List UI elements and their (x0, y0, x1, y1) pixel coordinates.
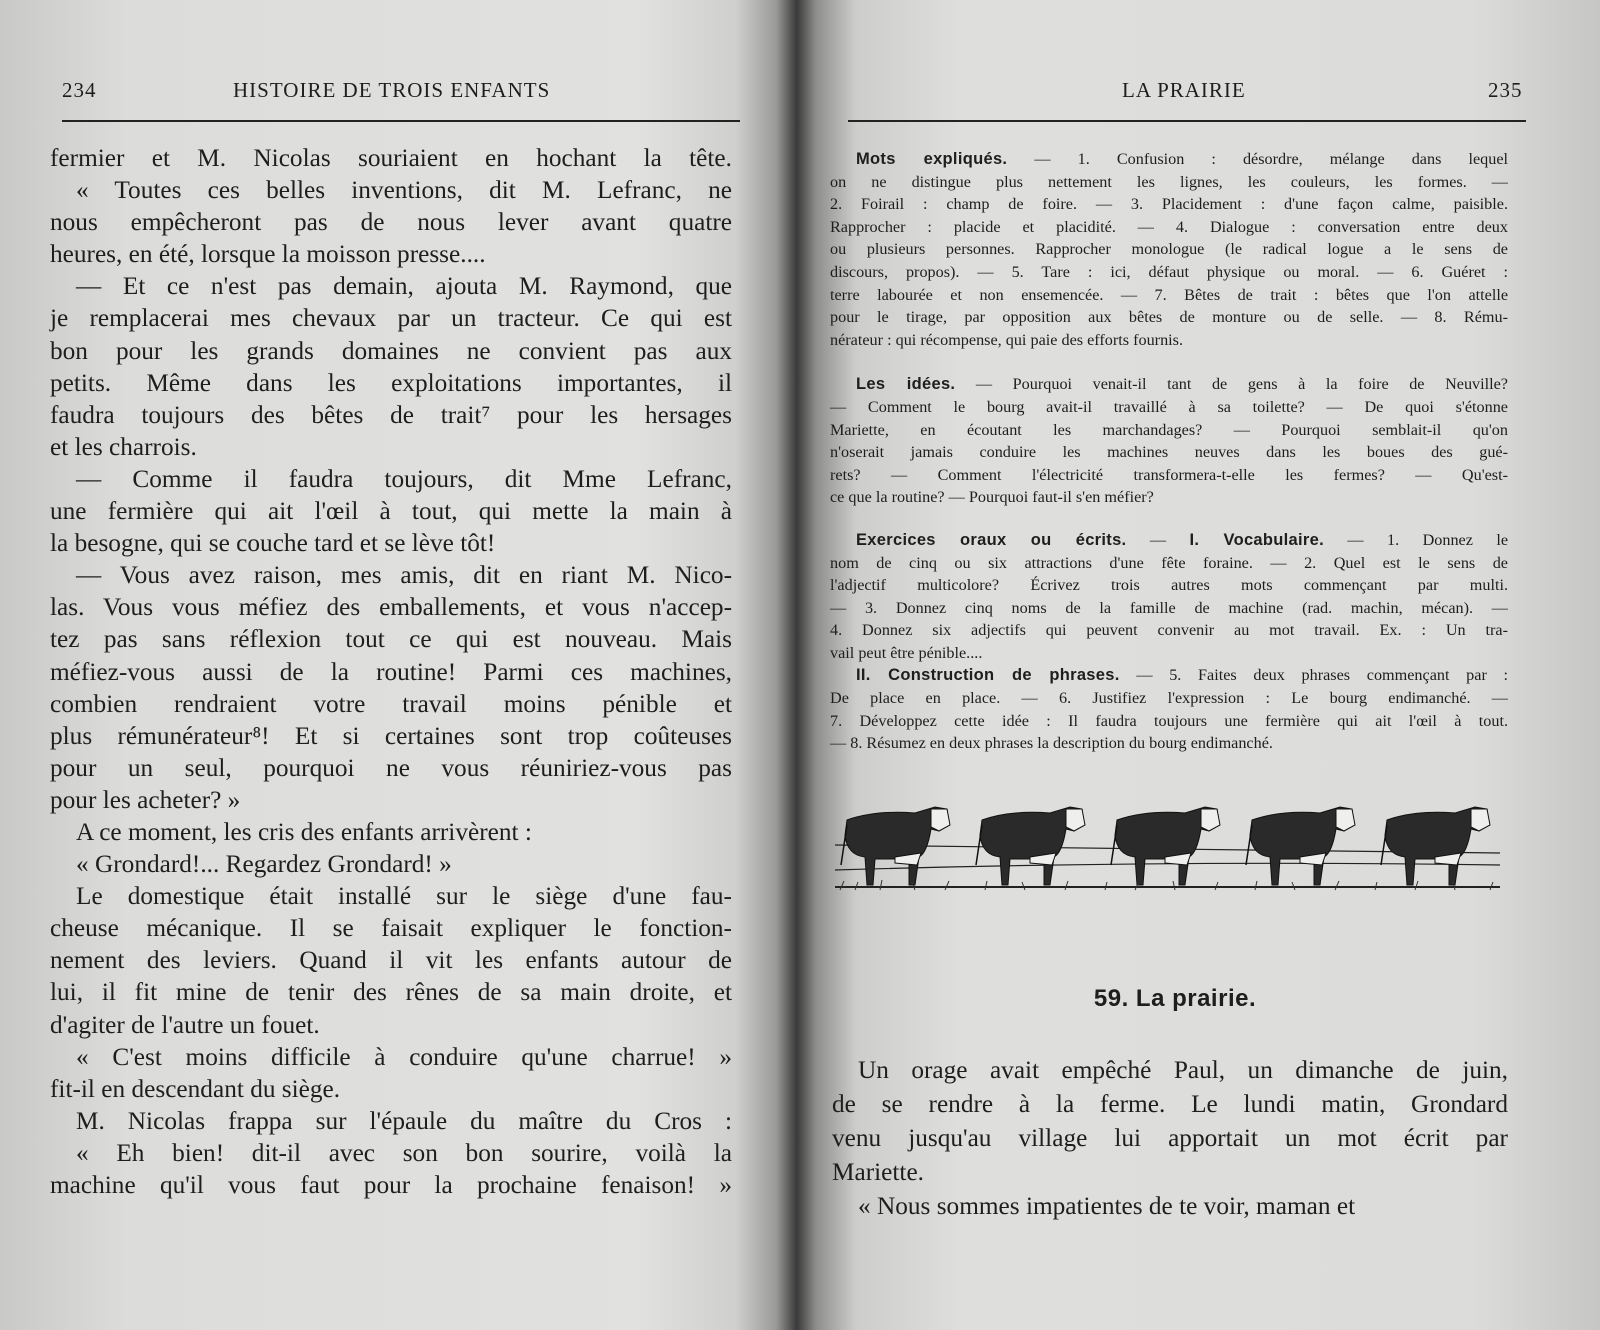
text-line: faudra toujours des bêtes de trait⁷ pour les hersages (50, 400, 732, 429)
header-rule (848, 120, 1526, 122)
text-line: cheuse mécanique. Il se faisait expliquer le fonction- (50, 914, 732, 943)
left-text-block (50, 142, 732, 1201)
idees-first-line (830, 373, 1508, 396)
text-line: — Vous avez raison, mes amis, dit en riant M. Nico- (76, 561, 732, 590)
text-line: je remplacerai mes chevaux par un tracteur. Ce qui est (50, 304, 732, 333)
text-line: fit-il en descendant du siège. (50, 1074, 341, 1103)
running-title: LA PRAIRIE (1122, 78, 1246, 102)
text-line: las. Vous vous méfiez des emballements, et vous n'accep- (50, 593, 732, 622)
text-line: Mariette. (832, 1158, 925, 1186)
text-line: l'adjectif multicolore? Écrivez trois autres mots commençant par multi. (830, 576, 1508, 595)
text-line: — Et ce n'est pas demain, ajouta M. Raymond, que (76, 272, 732, 301)
text-line: pour le tirage, par opposition aux bêtes de monture ou de selle. — 8. Rému- (830, 308, 1508, 327)
text-line: méfiez-vous aussi de la routine! Parmi ces machines, (50, 657, 732, 686)
text-line: on ne distingue plus nettement les lignes, les couleurs, les formes. — (830, 172, 1508, 191)
text-line: la besogne, qui se couche tard et se lève tôt! (50, 529, 496, 558)
cow-icon (976, 807, 1085, 885)
text-line: vail peut être pénible.... (830, 643, 983, 662)
text-line: A ce moment, les cris des enfants arrivèrent : (76, 817, 532, 846)
text-line: Le domestique était installé sur le siège d'une fau- (76, 882, 732, 911)
text-line: pour un seul, pourquoi ne vous réuniriez-vous pas (50, 753, 732, 782)
construction-first-line (830, 664, 1508, 687)
text-line: et les charrois. (50, 432, 197, 461)
text-line: heures, en été, lorsque la moisson presse.... (50, 240, 486, 269)
right-page (810, 0, 1600, 1330)
page-number: 235 (1488, 78, 1523, 102)
text-line: « Nous sommes impatientes de te voir, maman et (858, 1192, 1356, 1220)
chapter-text-block (832, 1053, 1508, 1223)
text-line: ce que la routine? — Pourquoi faut-il s'en méfier? (830, 488, 1154, 507)
text-line: « Eh bien! dit-il avec son bon sourire, voilà la (76, 1138, 732, 1167)
text-line: nom de cinq ou six attractions d'une fête foraine. — 2. Quel est le sens de (830, 553, 1508, 572)
idees-lines (830, 396, 1508, 509)
text-line: fermier et M. Nicolas souriaient en hochant la tête. (50, 144, 732, 172)
text-line: petits. Même dans les exploitations importantes, il (50, 368, 732, 397)
text-line: « Grondard!... Regardez Grondard! » (76, 850, 452, 879)
text-line: discours, propos). — 5. Tare : ici, défaut physique ou moral. — 6. Guéret : (830, 262, 1508, 281)
exercices-block (830, 529, 1508, 755)
cows-illustration (835, 795, 1500, 905)
page-number: 234 (62, 78, 97, 102)
text-line: « Toutes ces belles inventions, dit M. Lefranc, ne (76, 176, 732, 205)
text-line: bon pour les grands domaines ne convient pas aux (50, 336, 732, 365)
text-line: 7. Développez cette idée : Il faudra toujours une fermière qui ait l'œil à tout. (830, 711, 1508, 730)
text-line: de se rendre à la ferme. Le lundi matin, Grondard (832, 1090, 1508, 1118)
section-label: Exercices oraux ou écrits. (856, 530, 1127, 549)
text-line: d'agiter de l'autre un fouet. (50, 1010, 320, 1039)
text-line: plus rémunérateur⁸! Et si certaines sont trop coûteuses (50, 721, 732, 750)
text-line: — 1. Confusion : désordre, mélange dans lequel (1034, 150, 1509, 168)
header-rule (62, 120, 740, 122)
text-line: nement des leviers. Quand il vit les enfants autour de (50, 946, 732, 975)
text-line: — Comme il faudra toujours, dit Mme Lefranc, (76, 464, 732, 493)
subsection-label: I. Vocabulaire. (1189, 530, 1324, 549)
section-label: Mots expliqués. (856, 150, 1008, 168)
cow-icon (1111, 807, 1220, 885)
idees-block (830, 373, 1508, 509)
text-line: machine qu'il vous faut pour la prochaine fenaison! » (50, 1171, 732, 1199)
text-line: 4. Donnez six adjectifs qui peuvent convenir au mot travail. Ex. : Un tra- (830, 621, 1508, 640)
text-line: — 8. Résumez en deux phrases la description du bourg endimanché. (830, 734, 1273, 753)
text-line: combien rendraient votre travail moins pénible et (50, 689, 732, 718)
mots-first-line (830, 148, 1508, 171)
text-line: venu jusqu'au village lui apportait un mot écrit par (832, 1124, 1508, 1152)
mots-expliques-block (830, 148, 1508, 351)
text-line: terre labourée et non ensemencée. — 7. Bêtes de trait : bêtes que l'on attelle (830, 285, 1508, 304)
subsection-label: II. Construction de phrases. (856, 666, 1120, 685)
chapter-title: 59. La prairie. (1093, 985, 1257, 1012)
text-line: Un orage avait empêché Paul, un dimanche de juin, (858, 1056, 1508, 1084)
text-line: ou plusieurs personnes. Rapprocher monologue (le radical logue a le sens de (830, 240, 1508, 259)
exercices-lines (830, 552, 1508, 665)
mots-lines (830, 171, 1508, 352)
text-line: une fermière qui ait l'œil à tout, qui mette la main à (50, 497, 732, 526)
text-line: « C'est moins difficile à conduire qu'une charrue! » (76, 1042, 732, 1071)
text-line: — 1. Donnez le (1347, 530, 1509, 549)
text-line: pour les acheter? » (50, 785, 241, 814)
section-label: Les idées. (856, 375, 956, 394)
text-line: nous empêcheront pas de nous lever avant quatre (50, 208, 732, 237)
exercices-first-line: Exercices oraux ou écrits. — I. Vocabulaire. — 1. Donnez le (856, 530, 1509, 549)
cow-icon (1246, 807, 1355, 885)
text-line: De place en place. — 6. Justifiez l'expression : Le bourg endimanché. — (830, 689, 1508, 708)
text-line: nérateur : qui récompense, qui paie des efforts fournis. (830, 330, 1184, 349)
text-line: tez pas sans réflexion tout ce qui est nouveau. Mais (50, 625, 732, 654)
text-line: 2. Foirail : champ de foire. — 3. Placidement : d'une façon calme, paisible. (830, 195, 1508, 214)
text-line: — Comment le bourg avait-il travaillé à sa toilette? — De quoi s'étonne (830, 397, 1508, 416)
cow-icon (1381, 807, 1490, 885)
left-page (0, 0, 790, 1330)
text-line: M. Nicolas frappa sur l'épaule du maître du Cros : (76, 1106, 732, 1135)
text-line: rets? — Comment l'électricité transformera-t-elle les fermes? — Qu'est- (830, 465, 1508, 484)
text-line: Rapprocher : placide et placidité. — 4. Dialogue : conversation entre deux (830, 217, 1508, 236)
running-title: HISTOIRE DE TROIS ENFANTS (233, 78, 551, 102)
construction-lines (830, 687, 1508, 755)
text-line: Mariette, en écoutant les marchandages? — Pourquoi semblait-il qu'on (830, 420, 1508, 439)
text-line: — 5. Faites deux phrases commençant par : (1136, 666, 1509, 685)
text-line: — Pourquoi venait-il tant de gens à la foire de Neuville? (975, 375, 1508, 394)
text-line: — 3. Donnez cinq noms de la famille de machine (rad. machin, mécan). — (830, 598, 1508, 617)
exercises-section (830, 148, 1508, 755)
text-line: n'oserait jamais conduire les machines neuves dans les boues des gué- (830, 443, 1508, 462)
text-line: lui, il fit mine de tenir des rênes de sa main droite, et (50, 978, 732, 1007)
